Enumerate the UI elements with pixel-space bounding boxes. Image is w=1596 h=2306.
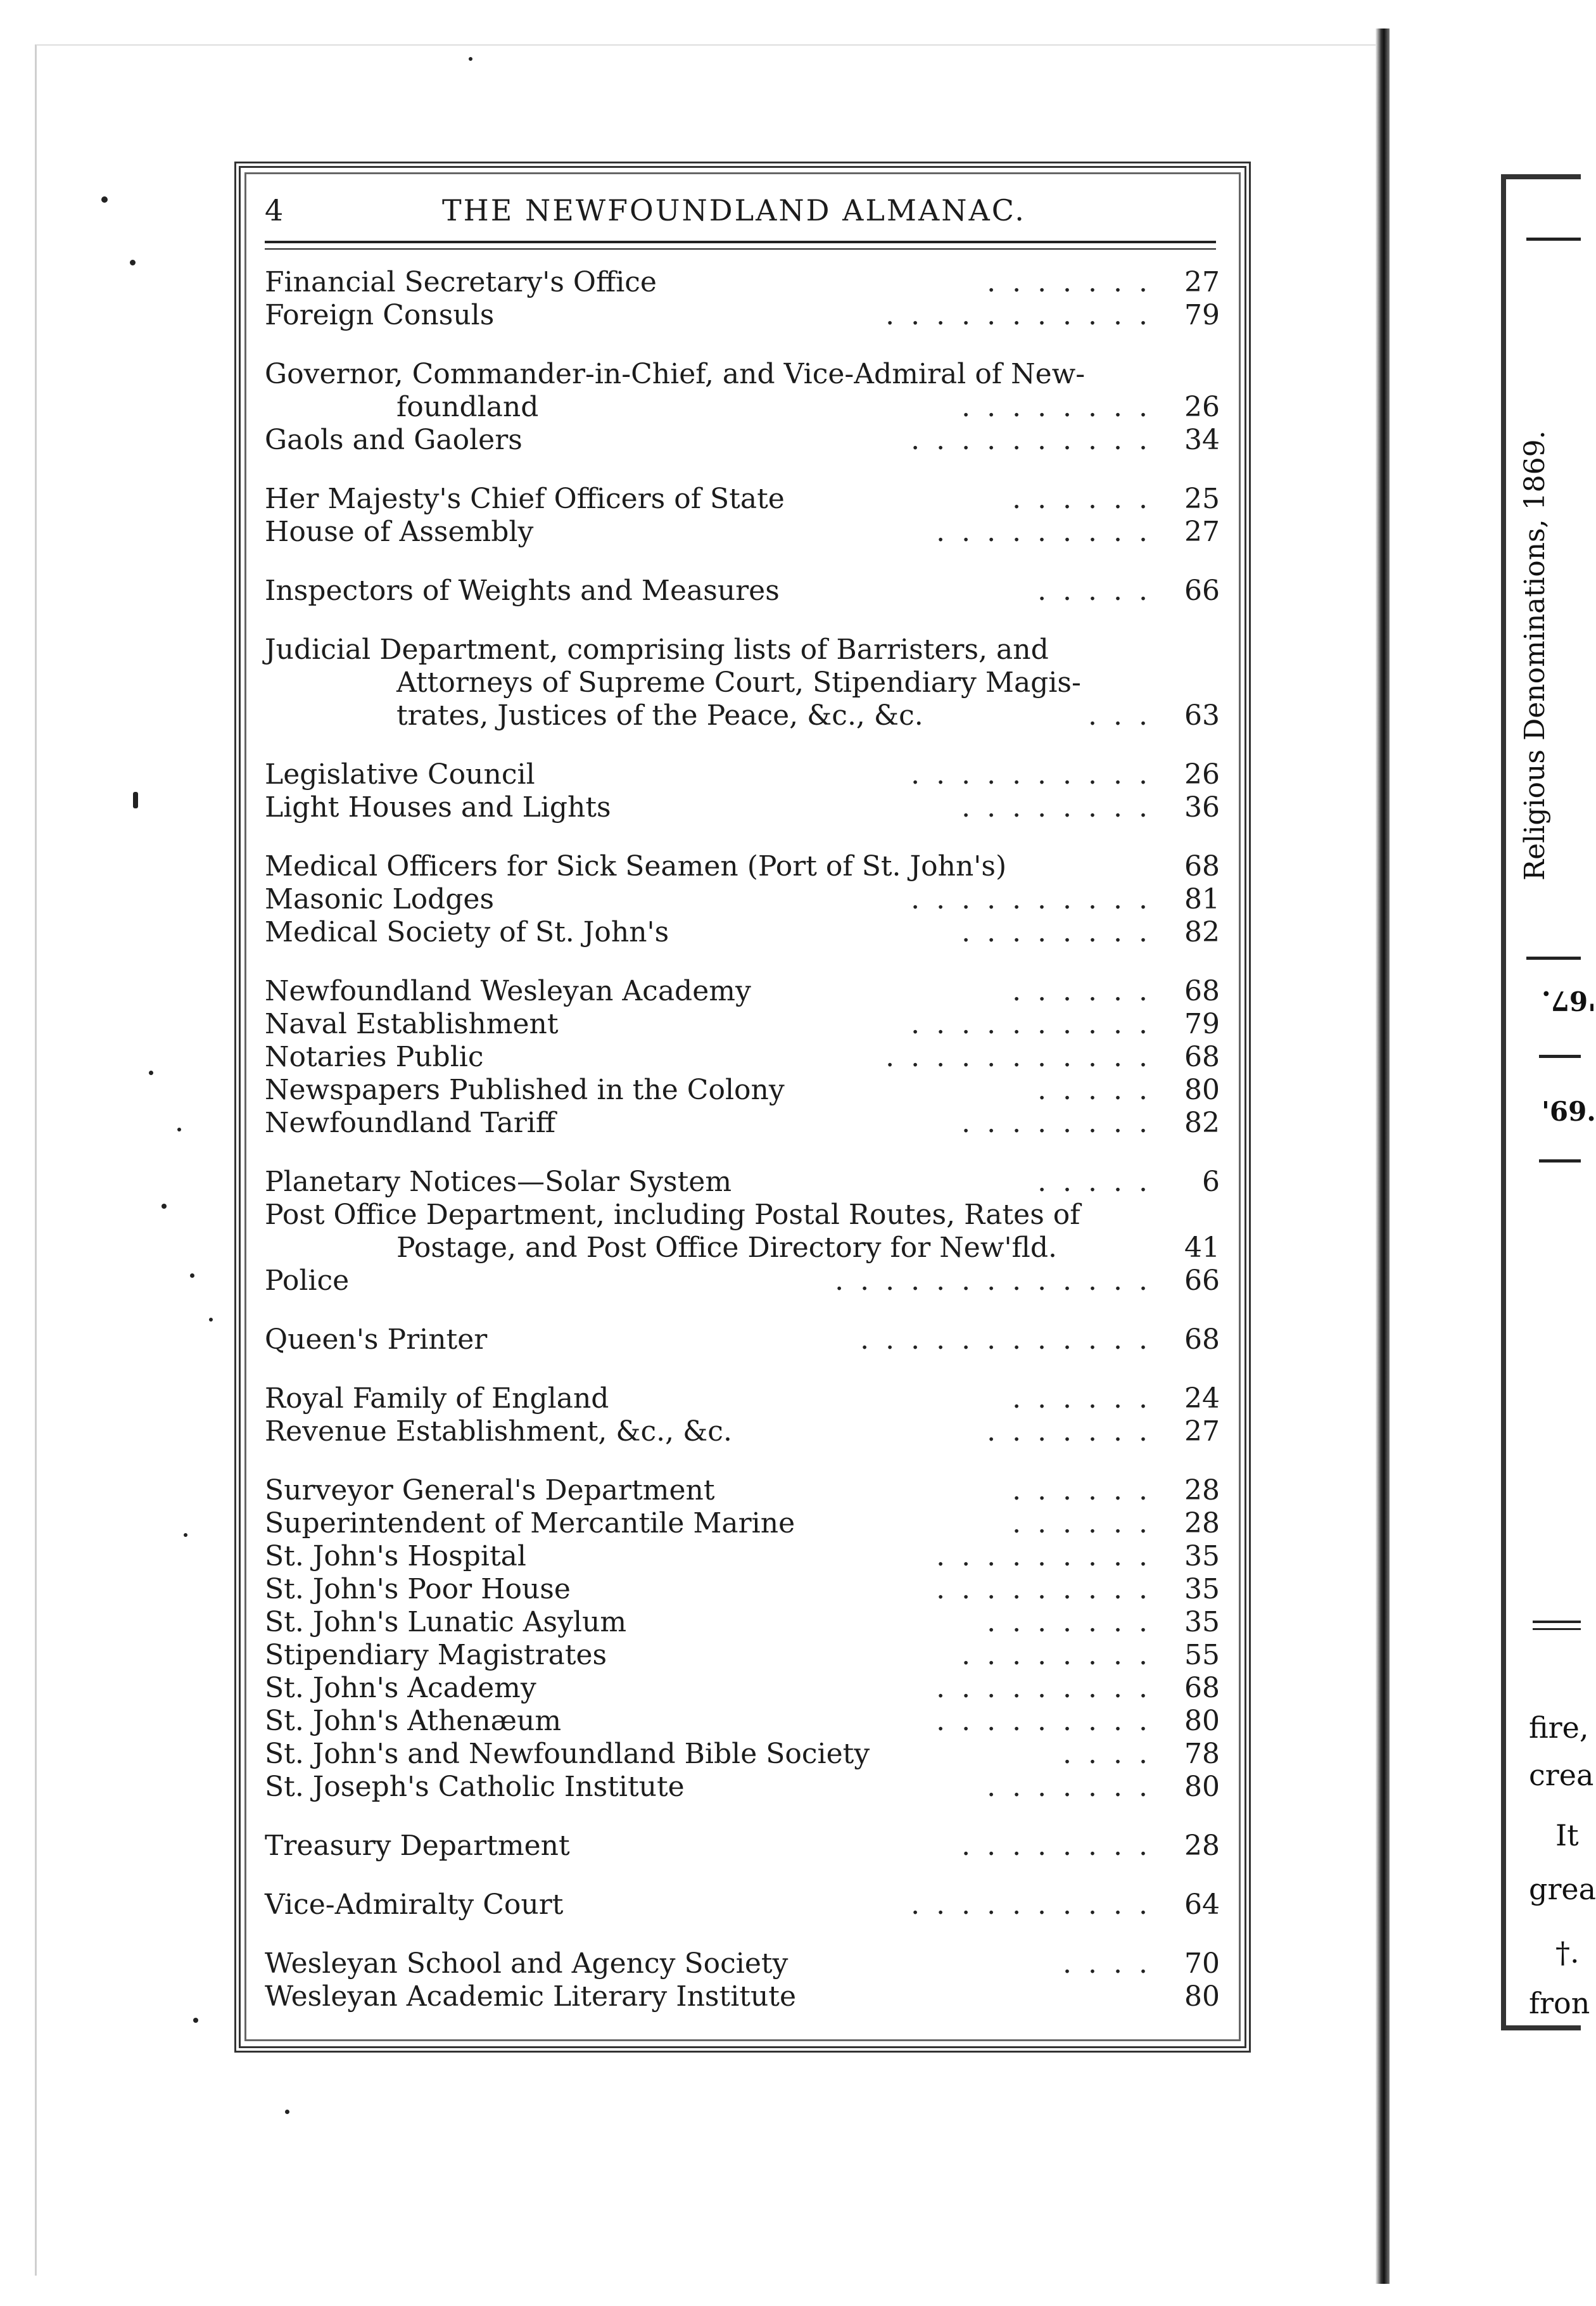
scan-speck (177, 1128, 181, 1131)
index-entry (265, 666, 1220, 699)
dot-leader: ... (1088, 699, 1164, 732)
entry-page: 28 (1184, 1830, 1220, 1862)
entry-page: 28 (1184, 1474, 1220, 1507)
entry-label: Medical Officers for Sick Seamen (Port of St. John's) (265, 850, 1007, 882)
dot-leader: ........ (961, 1639, 1164, 1671)
index-entry (265, 424, 1220, 457)
facing-page-text: †. (1555, 1935, 1580, 1970)
dot-leader: ........... (885, 1041, 1164, 1073)
entry-label: St. John's Poor House (265, 1573, 571, 1605)
entry-page: 66 (1184, 1264, 1220, 1297)
header-title: THE NEWFOUNDLAND ALMANAC. (442, 193, 1026, 227)
entry-page: 55 (1184, 1639, 1220, 1671)
entry-label: Treasury Department (265, 1830, 570, 1862)
entry-label: Financial Secretary's Office (265, 266, 657, 298)
entry-label: Newspapers Published in the Colony (265, 1074, 785, 1106)
facing-page-rule (1539, 1055, 1581, 1058)
entry-page: 70 (1184, 1947, 1220, 1980)
entry-page: 63 (1184, 699, 1220, 732)
entry-page: 6 (1202, 1166, 1220, 1198)
entry-page: 24 (1184, 1382, 1220, 1415)
scan-speck (162, 1204, 167, 1209)
entry-label: St. John's Hospital (265, 1540, 526, 1572)
entry-label: Police (265, 1264, 350, 1297)
entry-page: 82 (1184, 1107, 1220, 1139)
entry-label: Newfoundland Wesleyan Academy (265, 975, 751, 1007)
index-entry (265, 1166, 1220, 1199)
facing-page-text: fron (1529, 1986, 1590, 2020)
entry-page: 35 (1184, 1606, 1220, 1638)
entry-label: Gaols and Gaolers (265, 424, 522, 456)
index-entry (265, 883, 1220, 916)
entry-page: 26 (1184, 758, 1220, 791)
dot-leader: ...... (1012, 1474, 1164, 1507)
page-number: 4 (265, 193, 284, 227)
index-entry (265, 634, 1220, 666)
entry-label: Wesleyan Academic Literary Institute (265, 1980, 797, 2013)
scan-speck (285, 2110, 289, 2114)
entry-page: 27 (1184, 266, 1220, 298)
entry-label: trates, Justices of the Peace, &c., &c. (396, 699, 923, 732)
index-entry (265, 975, 1220, 1008)
entry-label: Naval Establishment (265, 1008, 559, 1040)
index-entry (265, 699, 1220, 732)
entry-page: 41 (1184, 1232, 1220, 1264)
entry-page: 79 (1184, 1008, 1220, 1040)
entry-page: 35 (1184, 1540, 1220, 1572)
entry-label: Notaries Public (265, 1041, 484, 1073)
header-rule (265, 248, 1216, 250)
index-entry (265, 850, 1220, 883)
dot-leader: ..... (1037, 575, 1164, 607)
dot-leader: ........ (961, 1107, 1164, 1139)
dot-leader: ..... (1037, 1166, 1164, 1198)
dot-leader: .......... (911, 883, 1164, 915)
dot-leader: ........ (961, 791, 1164, 824)
entry-page: 64 (1184, 1889, 1220, 1921)
dot-leader: .......... (911, 1889, 1164, 1921)
dot-leader: .... (1063, 1738, 1164, 1770)
dot-leader: ...... (1012, 1382, 1164, 1415)
dot-leader: ........ (961, 1830, 1164, 1862)
dot-leader: ........ (961, 916, 1164, 948)
entry-page: 35 (1184, 1573, 1220, 1605)
entry-page: 78 (1184, 1738, 1220, 1770)
dot-leader: .......... (911, 1008, 1164, 1040)
index-entry (265, 1107, 1220, 1140)
dot-leader: ........ (961, 391, 1164, 423)
entry-page: 68 (1184, 1672, 1220, 1704)
index-entry (265, 758, 1220, 791)
index-entry (265, 1323, 1220, 1356)
entry-page: 80 (1184, 1074, 1220, 1106)
facing-page-text: It (1555, 1818, 1579, 1852)
index-entry (265, 1830, 1220, 1863)
index-entry (265, 266, 1220, 299)
entry-label: Postage, and Post Office Directory for New'fld. (396, 1232, 1058, 1264)
index-entry (265, 1474, 1220, 1507)
index-entry (265, 1639, 1220, 1672)
index-entry (265, 1889, 1220, 1921)
index-entry (265, 1980, 1220, 2013)
dot-leader: ......... (936, 1672, 1164, 1704)
entry-label: Post Office Department, including Postal Routes, Rates of (265, 1199, 1080, 1231)
facing-page-text: grea (1529, 1872, 1596, 1906)
facing-page-rule (1539, 1159, 1581, 1163)
entry-label: Judicial Department, comprising lists of Barristers, and (265, 634, 1049, 666)
index-entry (265, 1415, 1220, 1448)
entry-label: St. John's Athenæum (265, 1705, 562, 1737)
entry-label: Inspectors of Weights and Measures (265, 575, 780, 607)
index-entry (265, 1008, 1220, 1041)
entry-page: 80 (1184, 1771, 1220, 1803)
index-entry (265, 1507, 1220, 1540)
header-rule (265, 241, 1216, 243)
entry-label: St. John's Lunatic Asylum (265, 1606, 627, 1638)
entry-label: Governor, Commander-in-Chief, and Vice-Admiral of New- (265, 358, 1086, 390)
index-entry (265, 1606, 1220, 1639)
dot-leader: ......... (936, 1573, 1164, 1605)
entry-page: 68 (1184, 975, 1220, 1007)
index-entry (265, 1382, 1220, 1415)
entry-label: Foreign Consuls (265, 299, 495, 331)
entry-page: 25 (1184, 483, 1220, 515)
dot-leader: ............. (835, 1264, 1164, 1297)
entry-label: Medical Society of St. John's (265, 916, 669, 948)
facing-page-text: crea (1529, 1758, 1594, 1792)
facing-page-rule (1526, 957, 1581, 960)
scan-speck (184, 1533, 187, 1537)
scan-speck (190, 1273, 194, 1278)
book-gutter (1376, 29, 1390, 2284)
entry-page: 27 (1184, 1415, 1220, 1448)
index-entry (265, 1199, 1220, 1232)
facing-page-rule (1533, 1628, 1581, 1630)
entry-label: House of Assembly (265, 516, 534, 548)
entry-page: 36 (1184, 791, 1220, 824)
entry-page: 81 (1184, 883, 1220, 915)
entry-label: Her Majesty's Chief Officers of State (265, 483, 785, 515)
facing-page-year: '67. (1542, 985, 1596, 1016)
scan-speck (193, 2018, 198, 2023)
dot-leader: ......... (936, 516, 1164, 548)
entry-label: Attorneys of Supreme Court, Stipendiary Magis- (396, 666, 1081, 699)
dot-leader: ....... (987, 1771, 1164, 1803)
index-entry (265, 1232, 1220, 1264)
dot-leader: ......... (936, 1705, 1164, 1737)
scan-speck (133, 792, 138, 808)
index-entry (265, 916, 1220, 949)
dot-leader: .... (1063, 1947, 1164, 1980)
dot-leader: ....... (987, 266, 1164, 298)
index-entry (265, 1947, 1220, 1980)
dot-leader: ........... (885, 299, 1164, 331)
dot-leader: ...... (1012, 1507, 1164, 1539)
entry-page: 66 (1184, 575, 1220, 607)
entry-label: St. Joseph's Catholic Institute (265, 1771, 685, 1803)
scan-speck (101, 196, 108, 203)
entry-label: foundland (396, 391, 539, 423)
index-entry (265, 1074, 1220, 1107)
entry-page: 34 (1184, 424, 1220, 456)
entry-label: St. John's Academy (265, 1672, 536, 1704)
dot-leader: ....... (987, 1606, 1164, 1638)
dot-leader: ....... (987, 1415, 1164, 1448)
index-entry (265, 1041, 1220, 1074)
entry-page: 68 (1184, 1041, 1220, 1073)
index-entry (265, 1540, 1220, 1573)
entry-label: Masonic Lodges (265, 883, 495, 915)
entry-page: 80 (1184, 1980, 1220, 2013)
entry-page: 79 (1184, 299, 1220, 331)
entry-label: Wesleyan School and Agency Society (265, 1947, 788, 1980)
entry-label: Queen's Printer (265, 1323, 488, 1356)
scan-speck (469, 57, 472, 61)
entry-label: Surveyor General's Department (265, 1474, 715, 1507)
entry-label: Superintendent of Mercantile Marine (265, 1507, 795, 1539)
entry-label: Legislative Council (265, 758, 535, 791)
facing-page-rule (1533, 1621, 1581, 1623)
index-entry (265, 1264, 1220, 1297)
dot-leader: ...... (1012, 975, 1164, 1007)
entry-page: 28 (1184, 1507, 1220, 1539)
dot-leader: .......... (911, 424, 1164, 456)
dot-leader: ...... (1012, 483, 1164, 515)
index-entry (265, 358, 1220, 391)
dot-leader: ......... (936, 1540, 1164, 1572)
index-entry (265, 516, 1220, 549)
index-entry (265, 1705, 1220, 1738)
scan-speck (209, 1318, 213, 1322)
index-entry (265, 483, 1220, 516)
entry-label: Revenue Establishment, &c., &c. (265, 1415, 732, 1448)
entry-page: 27 (1184, 516, 1220, 548)
index-entry (265, 1738, 1220, 1771)
facing-page-year: '69. (1542, 1096, 1596, 1127)
scan-speck (130, 260, 136, 265)
index-entry (265, 299, 1220, 332)
entry-page: 80 (1184, 1705, 1220, 1737)
facing-page-rule (1526, 238, 1581, 241)
entry-label: Stipendiary Magistrates (265, 1639, 607, 1671)
facing-page-text: fire, (1529, 1710, 1589, 1745)
running-head (265, 193, 1215, 238)
entry-label: Newfoundland Tariff (265, 1107, 556, 1139)
index-entry (265, 575, 1220, 608)
dot-leader: .......... (911, 758, 1164, 791)
index-entry (265, 1573, 1220, 1606)
dot-leader: ............ (860, 1323, 1164, 1356)
entry-page: 68 (1184, 1323, 1220, 1356)
facing-page-vertical-heading: Religious Denominations, 1869. (1519, 430, 1551, 881)
entry-page: 82 (1184, 916, 1220, 948)
index-entry (265, 791, 1220, 824)
entry-page: 26 (1184, 391, 1220, 423)
index-entry (265, 1771, 1220, 1804)
dot-leader: ..... (1037, 1074, 1164, 1106)
entry-label: Light Houses and Lights (265, 791, 611, 824)
index-entry (265, 1672, 1220, 1705)
entry-label: Planetary Notices—Solar System (265, 1166, 732, 1198)
entry-label: St. John's and Newfoundland Bible Society (265, 1738, 870, 1770)
scan-speck (149, 1071, 153, 1075)
entry-label: Vice-Admiralty Court (265, 1889, 564, 1921)
entry-page: 68 (1184, 850, 1220, 882)
index-entry (265, 391, 1220, 424)
entry-label: Royal Family of England (265, 1382, 609, 1415)
